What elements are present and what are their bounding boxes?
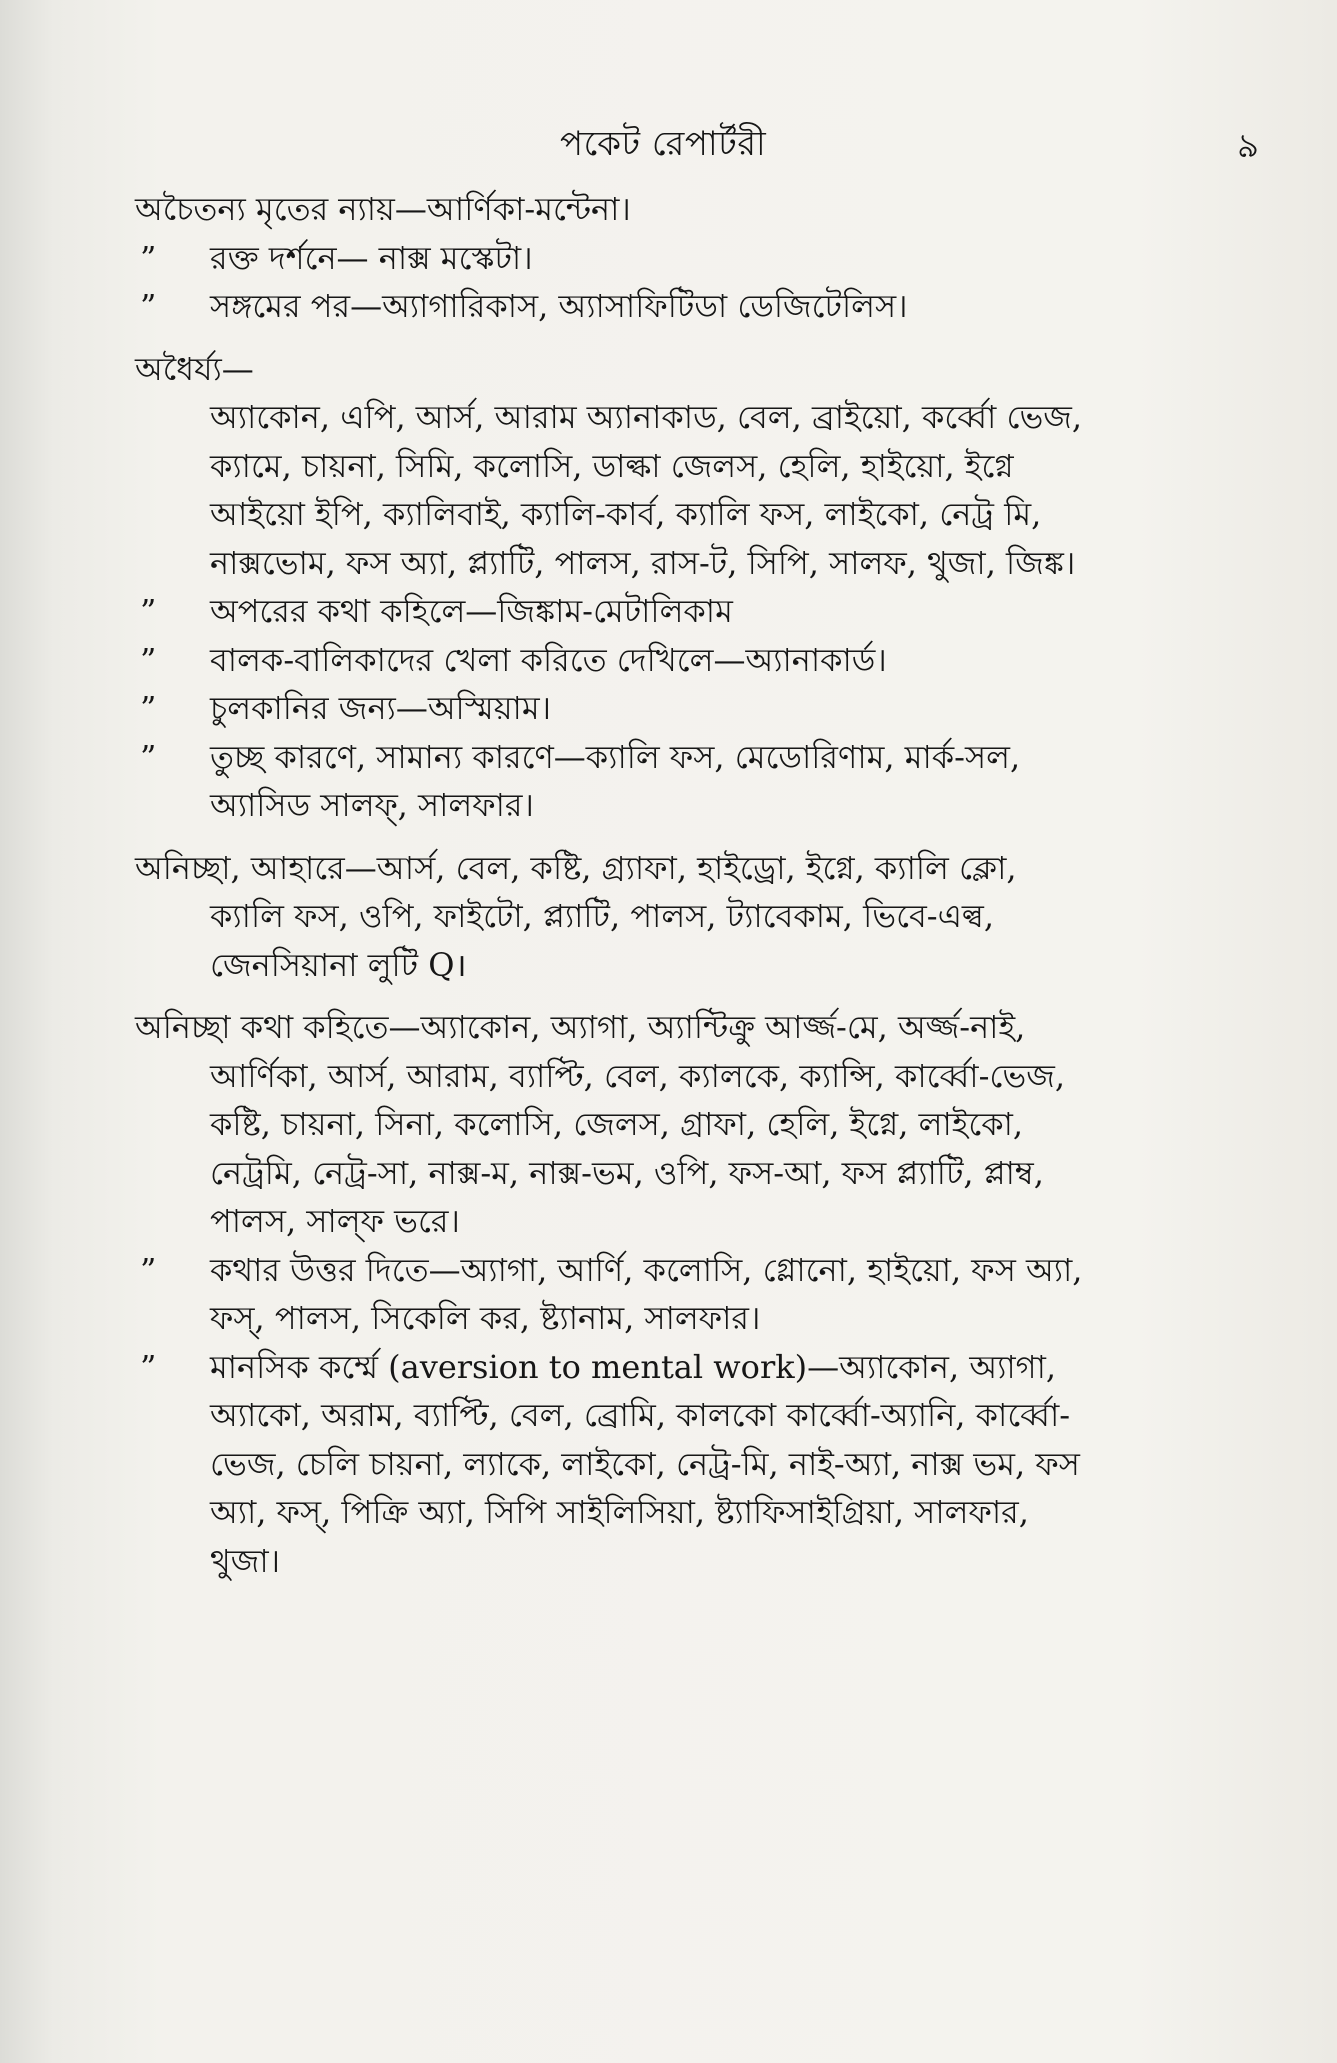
entry-line: অ্যাকো, অরাম, ব্যাপ্টি, বেল, ব্রোমি, কালকো কার্ব্বো-অ্যানি, কার্ব্বো- (210, 1396, 1071, 1434)
ditto-mark: ” (140, 287, 157, 325)
page-number: ৯ (1236, 126, 1259, 166)
entry-line: অ্যা, ফস্, পিক্রি অ্যা, সিপি সাইলিসিয়া, ষ্ট্যাফিসাইগ্রিয়া, সালফার, (210, 1493, 1029, 1531)
ditto-mark: ” (140, 592, 157, 630)
main-entry (135, 844, 1265, 990)
main-entry (135, 345, 1265, 588)
entry-heading: অনিচ্ছা, আহারে—আর্স, বেল, কষ্টি, গ্র্যাফা, হাইড্রো, ইগ্নে, ক্যালি ক্লো, (135, 848, 1017, 887)
main-entry (135, 1003, 1265, 1246)
entry-line: কথার উত্তর দিতে—অ্যাগা, আর্ণি, কলোসি, গ্লোনো, হাইয়ো, ফস অ্যা, (210, 1250, 1083, 1289)
entry-line: তুচ্ছ কারণে, সামান্য কারণে—ক্যালি ফস, মেডোরিণাম, মার্ক-সল, (210, 737, 1021, 776)
entry-heading: অনিচ্ছা কথা কহিতে—অ্যাকোন, অ্যাগা, অ্যান্টিক্রু আর্জ্জ-মে, অর্জ্জ-নাই, (135, 1008, 1026, 1046)
entry-line: থুজা। (210, 1541, 281, 1580)
entry-line: নেট্রমি, নেট্র-সা, নাক্স-ম, নাক্স-ভম, ওপি, ফস-আ, ফস প্ল্যাটি, প্লাম্ব, (210, 1153, 1044, 1192)
sub-entry (135, 1246, 1265, 1343)
ditto-mark: ” (140, 238, 157, 277)
entry-line: চুলকানির জন্য—অস্মিয়াম। (210, 689, 552, 727)
entry-line: সঙ্গমের পর—অ্যাগারিকাস, অ্যাসাফিটিডা ডেজিটেলিস। (210, 287, 908, 325)
sub-entry (135, 282, 1265, 331)
entry-line: অ্যাকোন, এপি, আর্স, আরাম অ্যানাকাড, বেল, ব্রাইয়ো, কর্ব্বো ভেজ, (210, 398, 1083, 436)
entry-line: ভেজ, চেলি চায়না, ল্যাকে, লাইকো, নেট্র-মি, নাই-অ্যা, নাক্স ভম, ফস (210, 1444, 1080, 1483)
entry-line: পালস, সাল্‌ফ ভরে। (210, 1202, 460, 1240)
sub-entry (135, 1343, 1265, 1586)
ditto-mark: ” (140, 689, 157, 727)
sub-entry (135, 636, 1265, 685)
sub-entry (135, 234, 1265, 283)
entry-line: অ্যাসিড সালফ্, সালফার। (210, 786, 534, 824)
entry-line: আর্ণিকা, আর্স, আরাম, ব্যাপ্টি, বেল, ক্যালকে, ক্যান্সি, কার্ব্বো-ভেজ, (210, 1056, 1066, 1095)
entry-line: মানসিক কর্ম্মে (aversion to mental work)—অ্যাকোন, অ্যাগা, (210, 1347, 1057, 1386)
entry-line: বালক-বালিকাদের খেলা করিতে দেখিলে—অ্যানাকার্ড। (210, 640, 887, 679)
entry-line: ফস্, পালস, সিকেলি কর, ষ্ট্যানাম, সালফার। (210, 1299, 761, 1337)
entry-line: অপরের কথা কহিলে—জিঙ্কাম-মেটালিকাম (210, 592, 733, 630)
repertory-text (135, 185, 1265, 1585)
entry-line: জেনসিয়ানা লুটি Q। (210, 945, 467, 984)
running-title: পকেট রেপার্টরী (560, 124, 767, 164)
entry-heading: অচৈতন্য মৃতের ন্যায়—আর্ণিকা-মন্টেনা। (135, 190, 631, 228)
sub-entry (135, 587, 1265, 636)
sub-entry (135, 684, 1265, 733)
ditto-mark: ” (140, 640, 157, 679)
entry-line: কষ্টি, চায়না, সিনা, কলোসি, জেলস, গ্রাফা, হেলি, ইগ্নে, লাইকো, (210, 1105, 1024, 1143)
entry-heading: অধৈর্য্য— (135, 349, 254, 388)
ditto-mark: ” (140, 1347, 157, 1386)
page-header (0, 108, 1337, 168)
ditto-mark: ” (140, 1250, 157, 1289)
entry-line: নাক্সভোম, ফস অ্যা, প্ল্যাটি, পালস, রাস-ট, সিপি, সালফ, থুজা, জিঙ্ক। (210, 543, 1076, 582)
entry-line: আইয়ো ইপি, ক্যালিবাই, ক্যালি-কার্ব, ক্যালি ফস, লাইকো, নেট্র মি, (210, 495, 1042, 533)
ditto-mark: ” (140, 737, 157, 776)
sub-entry (135, 733, 1265, 830)
entry-line: ক্যালি ফস, ওপি, ফাইটো, প্ল্যাটি, পালস, ট্যাবেকাম, ভিবে-এল্ব, (210, 897, 995, 935)
entry-line: রক্ত দর্শনে— নাক্স মস্কেটা। (210, 238, 533, 277)
entry-line: ক্যামে, চায়না, সিমি, কলোসি, ডাল্কা জেলস, হেলি, হাইয়ো, ইগ্নে (210, 446, 1014, 485)
main-entry (135, 185, 1265, 234)
